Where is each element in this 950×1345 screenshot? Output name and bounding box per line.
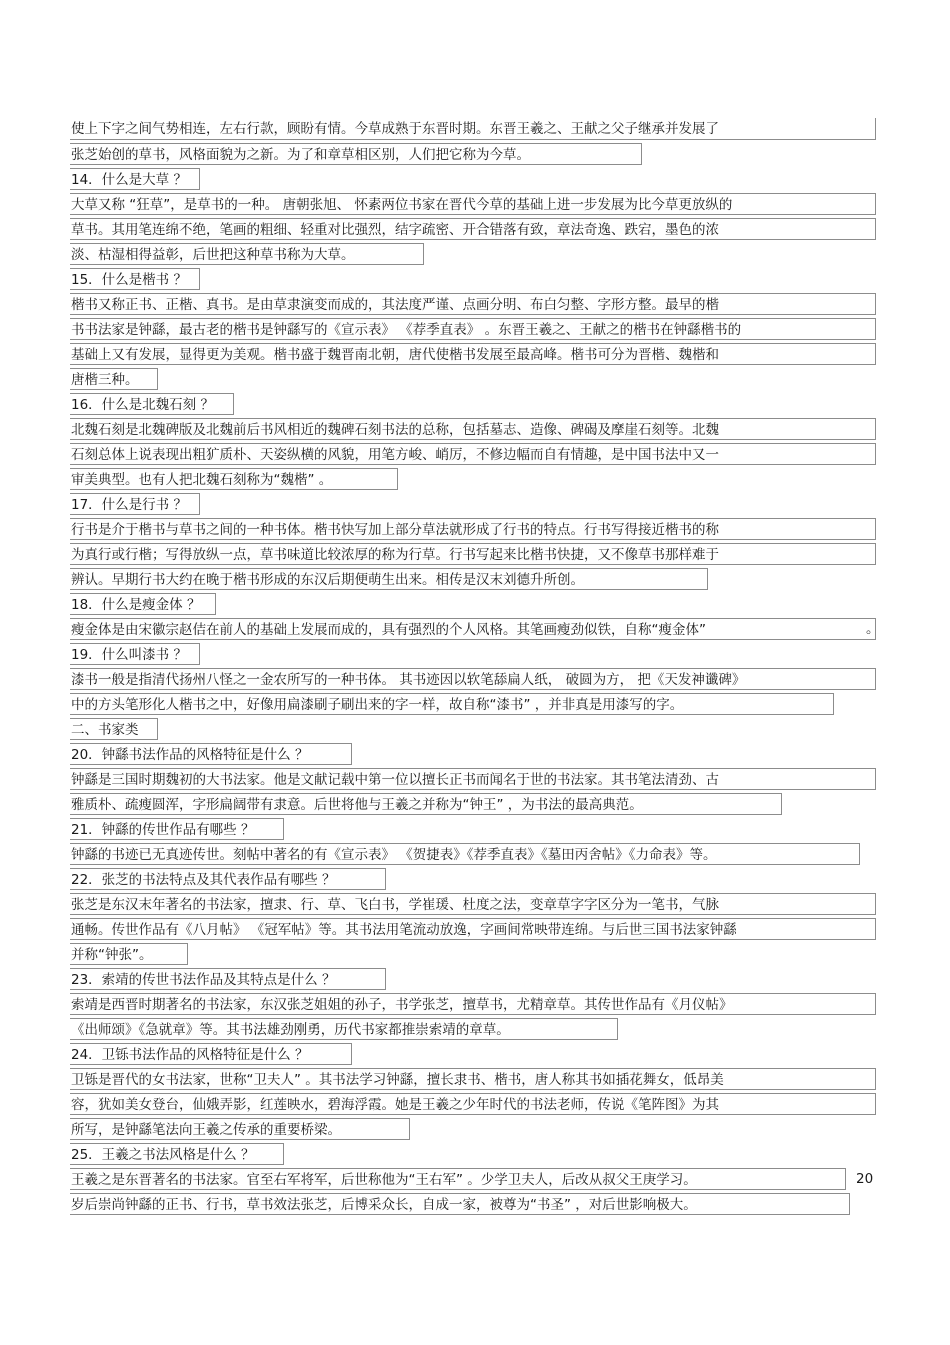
text-line: 并称“钟张”。 [70,943,188,965]
question-heading: 22．张芝的书法特点及其代表作品有哪些 ？ [70,868,386,890]
question-heading: 25．王羲之书法风格是什么 ？ [70,1143,284,1165]
question-heading: 18．什么是瘦金体 ？ [70,593,216,615]
text-line: 石刻总体上说表现出粗犷质朴、天姿纵横的风貌，用笔方峻、峭厉，不修边幅而自有情趣，是中国书法中又一 [70,443,876,465]
text-line: 使上下字之间气势相连，左右行款，顾盼有情。今草成熟于东晋时期。东晋王羲之、王献之父子继承并发展了 [70,118,876,140]
question-heading: 16．什么是北魏石刻 ？ [70,393,234,415]
text-line: 漆书一般是指清代扬州八怪之一金农所写的一种书体。 其书迹因以软笔舔扁人纸， 破圆为方， 把《天发神谶碑》 [70,668,876,690]
text-line: 钟繇是三国时期魏初的大书法家。他是文献记载中第一位以擅长正书而闻名于世的书法家。其书笔法清劲、古 [70,768,876,790]
question-heading: 17．什么是行书 ？ [70,493,200,515]
text-line: 通畅。传世作品有《八月帖》 《冠军帖》等。其书法用笔流动放逸，字画间常映带连绵。与后世三国书法家钟繇 [70,918,876,940]
line-end-number: 20 [856,1171,874,1187]
text-line: 岁后崇尚钟繇的正书、行书，草书效法张芝，后博采众长，自成一家，被尊为“书圣” ，对后世影响极大。 [70,1193,850,1215]
text-line: 淡、枯湿相得益彰，后世把这种草书称为大草。 [70,243,424,265]
text-line: 中的方头笔形化人楷书之中，好像用扁漆刷子刷出来的字一样，故自称“漆书” ，并非真是用漆写的字。 [70,693,834,715]
text-line: 所写，是钟繇笔法向王羲之传承的重要桥梁。 [70,1118,410,1140]
text-line: 北魏石刻是北魏碑版及北魏前后书风相近的魏碑石刻书法的总称，包括墓志、造像、碑碣及摩崖石刻等。北魏 [70,418,876,440]
text-line: 卫铄是晋代的女书法家，世称“卫夫人” 。其书法学习钟繇，擅长隶书、楷书，唐人称其书如插花舞女，低昂美 [70,1068,876,1090]
question-heading: 20．钟繇书法作品的风格特征是什么 ？ [70,743,352,765]
section-heading: 二、书家类 [70,718,158,740]
question-heading: 14．什么是大草 ？ [70,168,200,190]
text-line: 大草又称 “狂草”，是草书的一种。 唐朝张旭、 怀素两位书家在晋代今草的基础上进一步发展为比今草更放纵的 [70,193,876,215]
text-line: 瘦金体是由宋徽宗赵佶在前人的基础上发展而成的，具有强烈的个人风格。其笔画瘦劲似铁，自称“瘦金体” [70,618,876,640]
text-line: 行书是介于楷书与草书之间的一种书体。楷书快写加上部分草法就形成了行书的特点。行书写得接近楷书的称 [70,518,876,540]
text-line: 为真行或行楷；写得放纵一点，草书味道比较浓厚的称为行草。行书写起来比楷书快捷，又不像草书那样难于 [70,543,876,565]
text-line: 张芝始创的草书，风格面貌为之新。为了和章草相区别，人们把它称为今草。 [70,143,642,165]
text-line: 书书法家是钟繇，最古老的楷书是钟繇写的《宣示表》 《荐季直表》 。东晋王羲之、王献之的楷书在钟繇楷书的 [70,318,876,340]
text-line: 钟繇的书迹已无真迹传世。刻帖中著名的有《宣示表》 《贺捷表》《荐季直表》《墓田丙舍帖》《力命表》等。 [70,843,860,865]
text-line: 王羲之是东晋著名的书法家。官至右军将军，后世称他为“王右军” 。少学卫夫人，后改从叔父王庚学习。 [70,1168,846,1190]
question-heading: 21．钟繇的传世作品有哪些 ？ [70,818,284,840]
question-heading: 24．卫铄书法作品的风格特征是什么 ？ [70,1043,352,1065]
text-line: 草书。其用笔连绵不绝，笔画的粗细、轻重对比强烈，结字疏密、开合错落有致，章法奇逸、跌宕，墨色的浓 [70,218,876,240]
text-line: 容，犹如美女登台，仙娥弄影，红莲映水，碧海浮霞。她是王羲之少年时代的书法老师，传说《笔阵图》为其 [70,1093,876,1115]
question-heading: 23．索靖的传世书法作品及其特点是什么 ？ [70,968,386,990]
question-heading: 19．什么叫漆书 ？ [70,643,200,665]
text-line: 张芝是东汉末年著名的书法家，擅隶、行、草、飞白书，学崔瑗、杜度之法，变章草字字区分为一笔书，气脉 [70,893,876,915]
text-line: 辨认。早期行书大约在晚于楷书形成的东汉后期便萌生出来。相传是汉末刘德升所创。 [70,568,708,590]
text-line: 索靖是西晋时期著名的书法家，东汉张芝姐姐的孙子，书学张芝，擅草书，尤精章草。其传世作品有《月仪帖》 [70,993,876,1015]
text-line: 《出师颂》《急就章》等。其书法雄劲刚勇，历代书家都推崇索靖的章草。 [70,1018,618,1040]
text-line: 审美典型。也有人把北魏石刻称为“魏楷” 。 [70,468,398,490]
text-line: 楷书又称正书、正楷、真书。是由草隶演变而成的，其法度严谨、点画分明、布白匀整、字形方整。最早的楷 [70,293,876,315]
text-line: 唐楷三种。 [70,368,158,390]
question-heading: 15．什么是楷书 ？ [70,268,200,290]
text-line: 基础上又有发展，显得更为美观。楷书盛于魏晋南北朝，唐代使楷书发展至最高峰。楷书可分为晋楷、魏楷和 [70,343,876,365]
line-end-mark: 。 [866,621,880,637]
text-line: 雅质朴、疏瘦圆浑，字形扁阔带有隶意。后世将他与王羲之并称为“钟王” ，为书法的最高典范。 [70,793,782,815]
